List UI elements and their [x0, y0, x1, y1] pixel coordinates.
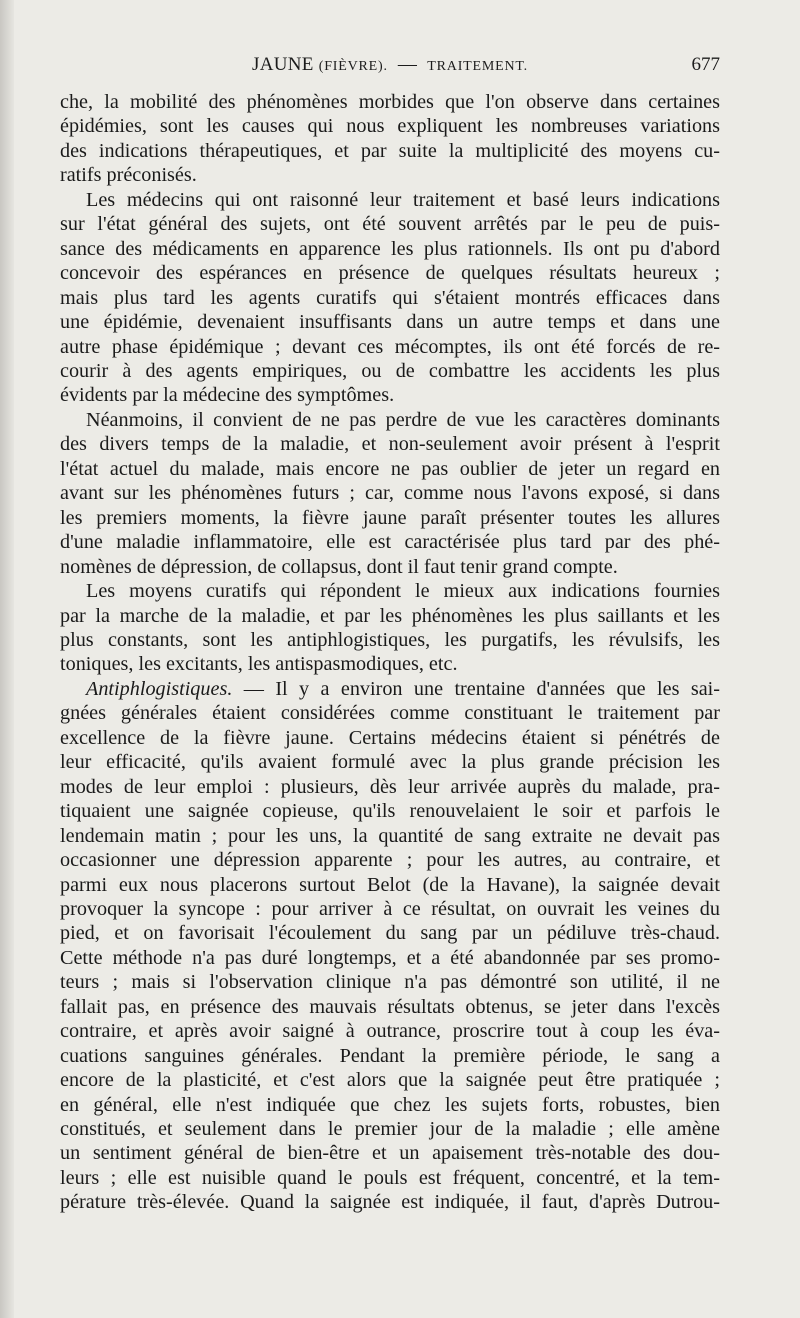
running-title [60, 54, 720, 76]
text-line: courir à des agents empiriques, ou de combattre les accidents les plus [60, 359, 720, 382]
text-line: un sentiment général de bien-être et un apaisement très-notable des dou- [60, 1142, 720, 1165]
text-line: d'une maladie inflammatoire, elle est caractérisée plus tard par des phé- [60, 531, 720, 554]
text-line: Les moyens curatifs qui répondent le mieux aux indications fournies [86, 580, 720, 603]
text-line: concevoir des espérances en présence de quelques résultats heureux ; [60, 262, 720, 285]
text-line: che, la mobilité des phénomènes morbides que l'on observe dans certaines [60, 91, 720, 113]
text-line: teurs ; mais si l'observation clinique n'a pas démontré son utilité, il ne [60, 971, 720, 994]
text-line: Les médecins qui ont raisonné leur traitement et basé leurs indications [86, 188, 720, 211]
text-line: encore de la plasticité, et c'est alors que la saignée peut être pratiquée ; [60, 1069, 720, 1092]
text-line: occasionner une dépression apparente ; pour les autres, au contraire, et [60, 849, 720, 872]
text-line: en général, elle n'est indiquée que chez les sujets forts, robustes, bien [60, 1093, 720, 1116]
text-line: mais plus tard les agents curatifs qui s'étaient montrés efficaces dans [60, 286, 720, 309]
text-line: par la marche de la maladie, et par les phénomènes les plus saillants et les [60, 604, 720, 627]
text-line: cuations sanguines générales. Pendant la première période, le sang a [60, 1044, 720, 1067]
text-line: une épidémie, devenaient insuffisants dans un autre temps et dans une [60, 311, 720, 334]
text-line: fallait pas, en présence des mauvais résultats obtenus, se jeter dans l'excès [60, 995, 720, 1018]
text-line: nomènes de dépression, de collapsus, dont il faut tenir grand compte. [60, 555, 618, 578]
text-line: avant sur les phénomènes futurs ; car, comme nous l'avons exposé, si dans [60, 482, 720, 505]
text-line: les premiers moments, la fièvre jaune paraît présenter toutes les allures [60, 506, 720, 529]
text-line: tiquaient une saignée copieuse, qu'ils renouvelaient le soir et parfois le [60, 800, 720, 823]
text-line: l'état actuel du malade, mais encore ne pas oublier de jeter un regard en [60, 457, 720, 480]
text-line: leurs ; elle est nuisible quand le pouls est fréquent, concentré, et la tem- [60, 1166, 720, 1189]
title-paren: (FIÈVRE). [318, 59, 388, 74]
title-dash: — [397, 54, 418, 75]
text-line: parmi eux nous placerons surtout Belot (de la Havane), la saignée devait [60, 873, 720, 896]
text-line-antiphlogistiques [60, 677, 720, 701]
text-line: évidents par la médecine des symptômes. [60, 384, 395, 407]
text-line: plus constants, sont les antiphlogistiques, les purgatifs, les révulsifs, les [60, 628, 720, 651]
text-line: ratifs préconisés. [60, 164, 197, 187]
text-line: Néanmoins, il convient de ne pas perdre de vue les caractères dominants [86, 408, 720, 431]
page-number: 677 [691, 54, 720, 75]
text-line: provoquer la syncope : pour arriver à ce résultat, on ouvrait les veines du [60, 897, 720, 920]
running-header [60, 54, 720, 82]
title-section: TRAITEMENT. [427, 59, 528, 74]
text-line: autre phase épidémique ; devant ces mécomptes, ils ont été forcés de re- [60, 335, 720, 358]
text-line: épidémies, sont les causes qui nous expliquent les nombreuses variations [60, 115, 720, 138]
text-line: pérature très-élevée. Quand la saignée est indiquée, il faut, d'après Dutrou- [60, 1191, 720, 1214]
title-main: JAUNE [252, 54, 314, 75]
page-gutter-shadow [0, 0, 14, 1318]
text-line: gnées générales étaient considérées comme constituant le traitement par [60, 702, 720, 725]
text-line: des indications thérapeutiques, et par suite la multiplicité des moyens cu- [60, 139, 720, 162]
section-lead-rest: — Il y a environ une trentaine d'années que les sai- [232, 677, 720, 700]
text-line: pied, et on favorisait l'écoulement du sang par un pédiluve très-chaud. [60, 922, 720, 945]
text-line: constitués, et seulement dans le premier jour de la maladie ; elle amène [60, 1118, 720, 1141]
text-line: des divers temps de la maladie, et non-seulement avoir présent à l'esprit [60, 433, 720, 456]
text-line: sur l'état général des sujets, ont été souvent arrêtés par le peu de puis- [60, 213, 720, 236]
text-line: contraire, et après avoir saigné à outrance, proscrire tout à coup les éva- [60, 1020, 720, 1043]
text-line: leur efficacité, qu'ils avaient formulé avec la plus grande précision les [60, 751, 720, 774]
text-line: modes de leur emploi : plusieurs, dès leur arrivée auprès du malade, pra- [60, 775, 720, 798]
text-line: excellence de la fièvre jaune. Certains médecins étaient si pénétrés de [60, 726, 720, 749]
text-line: toniques, les excitants, les antispasmodiques, etc. [60, 653, 458, 676]
text-line: sance des médicaments en apparence les plus rationnels. Ils ont pu d'abord [60, 237, 720, 260]
text-line: lendemain matin ; pour les uns, la quantité de sang extraite ne devait pas [60, 824, 720, 847]
body-text [60, 90, 720, 1215]
text-line: Cette méthode n'a pas duré longtemps, et a été abandonnée par ses promo- [60, 946, 720, 969]
section-lead-italic: Antiphlogistiques. [86, 677, 233, 700]
